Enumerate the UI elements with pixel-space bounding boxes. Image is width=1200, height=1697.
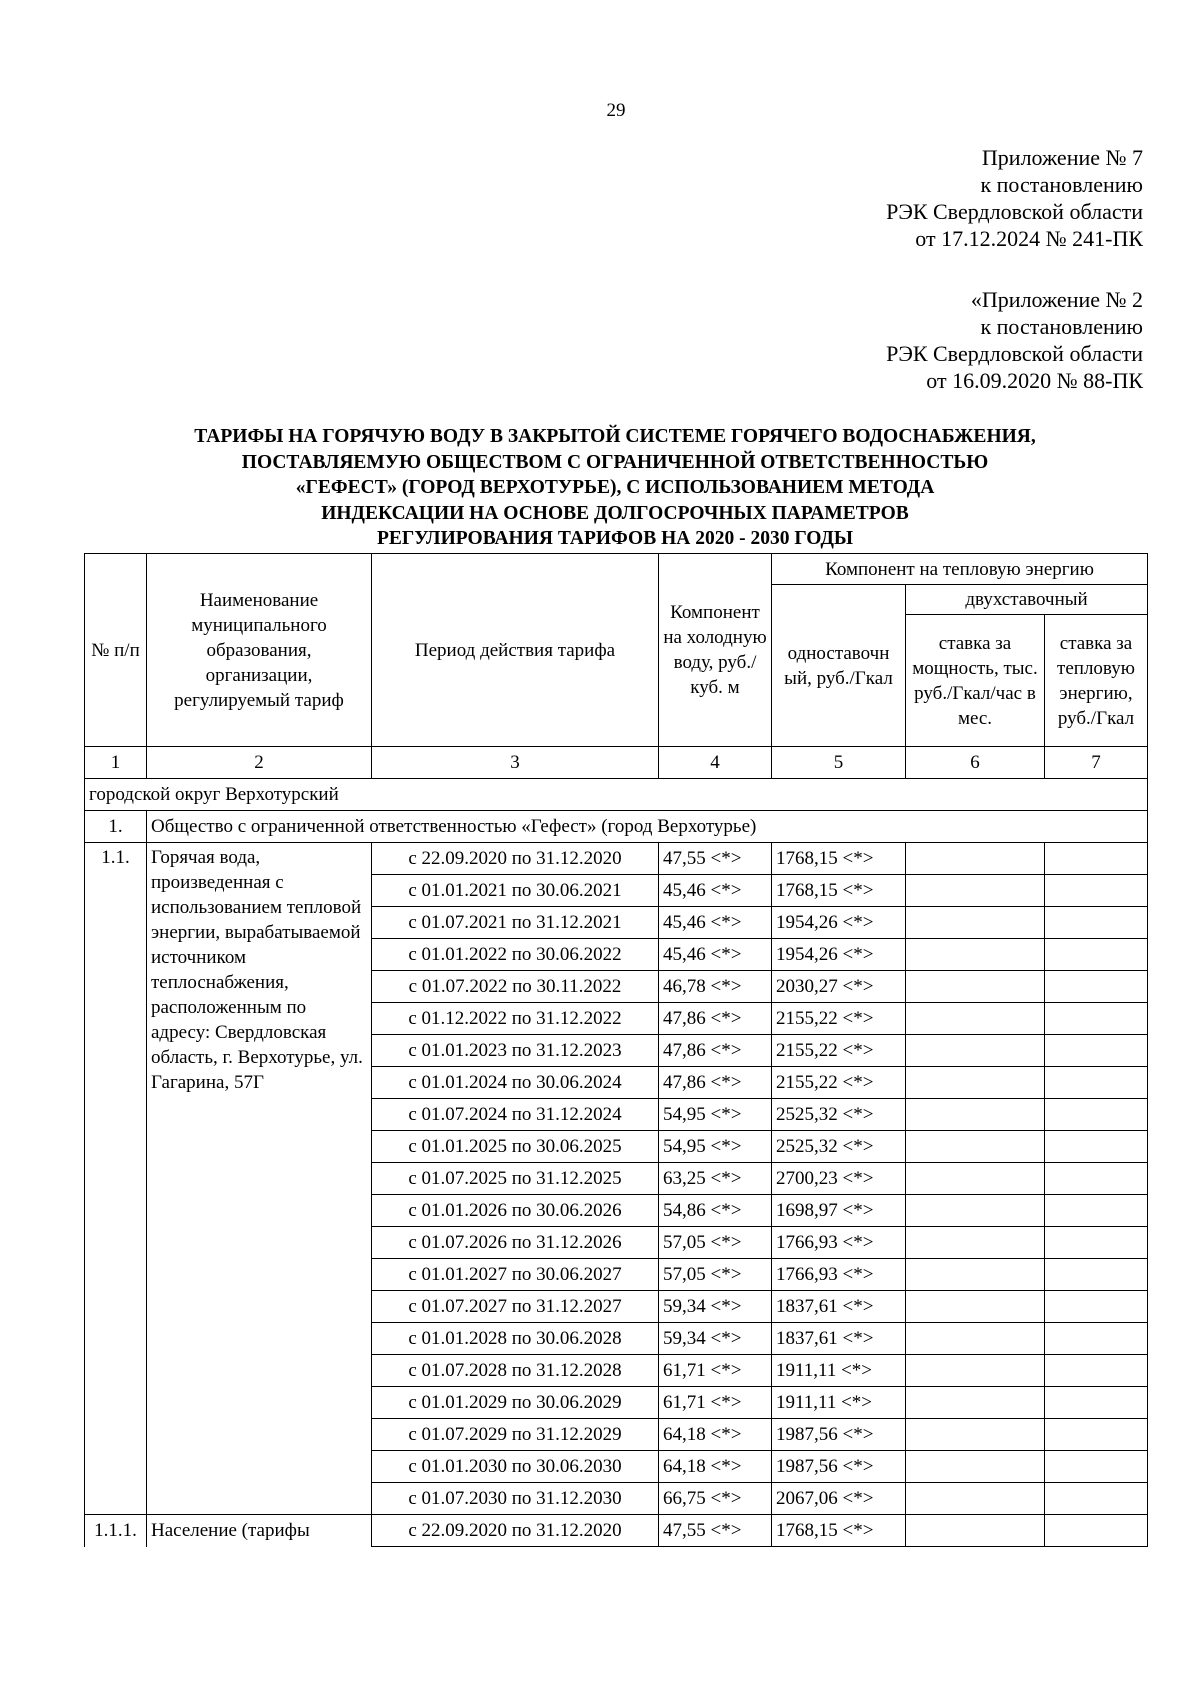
period-cell: с 01.01.2029 по 30.06.2029 [372,1387,659,1419]
item-name: Горячая вода, произведенная с использованием тепловой энергии, вырабатываемой источником теплоснабжения, расположенным по адресу: Свердловская область, г. Верхотурье, ул. Гагарина, 57Г [147,843,372,1515]
title-line: ТАРИФЫ НА ГОРЯЧУЮ ВОДУ В ЗАКРЫТОЙ СИСТЕМЕ ГОРЯЧЕГО ВОДОСНАБЖЕНИЯ, [194,426,1036,447]
single-rate-cell: 1768,15 <*> [772,843,906,875]
capacity-rate-cell [906,1355,1045,1387]
tariff-row [85,843,1148,875]
capacity-rate-cell [906,1163,1045,1195]
cold-water-cell: 47,86 <*> [659,1067,772,1099]
cold-water-cell: 61,71 <*> [659,1387,772,1419]
capacity-rate-cell [906,939,1045,971]
period-cell: с 01.12.2022 по 31.12.2022 [372,1003,659,1035]
column-number: 6 [906,747,1045,779]
header-num: № п/п [85,554,147,747]
period-cell: с 01.01.2027 по 30.06.2027 [372,1259,659,1291]
organization-number: 1. [85,811,147,843]
header-thermal: Компонент на тепловую энергию [772,554,1148,585]
capacity-rate-cell [906,1131,1045,1163]
energy-rate-cell [1045,843,1148,875]
period-cell: с 01.01.2024 по 30.06.2024 [372,1067,659,1099]
cold-water-cell: 47,86 <*> [659,1035,772,1067]
energy-rate-cell [1045,1227,1148,1259]
period-cell: с 01.01.2021 по 30.06.2021 [372,875,659,907]
title-line: «ГЕФЕСТ» (ГОРОД ВЕРХОТУРЬЕ), С ИСПОЛЬЗОВАНИЕМ МЕТОДА [295,477,935,498]
capacity-rate-cell [906,1259,1045,1291]
energy-rate-cell [1045,1131,1148,1163]
single-rate-cell: 1954,26 <*> [772,907,906,939]
annex-line: РЭК Свердловской области [886,341,1143,366]
annex-reference-original [886,286,1143,394]
single-rate-cell: 1911,11 <*> [772,1355,906,1387]
title-line: ИНДЕКСАЦИИ НА ОСНОВЕ ДОЛГОСРОЧНЫХ ПАРАМЕТРОВ [321,502,909,524]
single-rate-cell: 1766,93 <*> [772,1259,906,1291]
capacity-rate-cell [906,971,1045,1003]
header-single-rate: одноставочн ый, руб./Гкал [772,585,906,747]
period-cell: с 01.01.2023 по 31.12.2023 [372,1035,659,1067]
subitem-name: Население (тарифы [147,1515,372,1547]
capacity-rate-cell [906,1387,1045,1419]
capacity-rate-cell [906,1099,1045,1131]
annex-line: к постановлению [980,314,1143,339]
energy-rate-cell [1045,1003,1148,1035]
capacity-rate-cell [906,1451,1045,1483]
single-rate-cell: 2525,32 <*> [772,1131,906,1163]
period-cell: с 22.09.2020 по 31.12.2020 [372,1515,659,1547]
period-cell: с 01.01.2026 по 30.06.2026 [372,1195,659,1227]
period-cell: с 01.07.2024 по 31.12.2024 [372,1099,659,1131]
energy-rate-cell [1045,1035,1148,1067]
period-cell: с 01.07.2027 по 31.12.2027 [372,1291,659,1323]
capacity-rate-cell [906,1227,1045,1259]
cold-water-cell: 63,25 <*> [659,1163,772,1195]
cold-water-cell: 59,34 <*> [659,1291,772,1323]
capacity-rate-cell [906,1195,1045,1227]
column-number: 5 [772,747,906,779]
cold-water-cell: 45,46 <*> [659,907,772,939]
annex-line: к постановлению [980,172,1143,197]
header-period: Период действия тарифа [372,554,659,747]
period-cell: с 01.07.2029 по 31.12.2029 [372,1419,659,1451]
energy-rate-cell [1045,939,1148,971]
period-cell: с 01.01.2030 по 30.06.2030 [372,1451,659,1483]
subitem-number: 1.1.1. [85,1515,147,1547]
capacity-rate-cell [906,1003,1045,1035]
municipality-name: городской округ Верхотурский [85,779,1148,811]
period-cell: с 01.07.2030 по 31.12.2030 [372,1483,659,1515]
period-cell: с 01.01.2028 по 30.06.2028 [372,1323,659,1355]
energy-rate-cell [1045,1355,1148,1387]
single-rate-cell: 2155,22 <*> [772,1035,906,1067]
capacity-rate-cell [906,1067,1045,1099]
header-capacity-rate: ставка за мощность, тыс. руб./Гкал/час в мес. [906,615,1045,747]
energy-rate-cell [1045,1195,1148,1227]
item-number: 1.1. [85,843,147,1515]
energy-rate-cell [1045,1067,1148,1099]
energy-rate-cell [1045,1387,1148,1419]
single-rate-cell: 2700,23 <*> [772,1163,906,1195]
cold-water-cell: 64,18 <*> [659,1419,772,1451]
period-cell: с 01.01.2025 по 30.06.2025 [372,1131,659,1163]
energy-rate-cell [1045,875,1148,907]
column-number: 2 [147,747,372,779]
cold-water-cell: 54,86 <*> [659,1195,772,1227]
cold-water-cell: 57,05 <*> [659,1259,772,1291]
single-rate-cell: 1837,61 <*> [772,1291,906,1323]
capacity-rate-cell [906,907,1045,939]
single-rate-cell: 2030,27 <*> [772,971,906,1003]
period-cell: с 01.01.2022 по 30.06.2022 [372,939,659,971]
capacity-rate-cell [906,875,1045,907]
cold-water-cell: 66,75 <*> [659,1483,772,1515]
energy-rate-cell [1045,1291,1148,1323]
period-cell: с 01.07.2025 по 31.12.2025 [372,1163,659,1195]
period-cell: с 01.07.2022 по 30.11.2022 [372,971,659,1003]
energy-rate-cell [1045,1451,1148,1483]
capacity-rate-cell [906,1483,1045,1515]
single-rate-cell: 1766,93 <*> [772,1227,906,1259]
title-line: ПОСТАВЛЯЕМУЮ ОБЩЕСТВОМ С ОГРАНИЧЕННОЙ ОТВЕТСТВЕННОСТЬЮ [241,451,989,473]
capacity-rate-cell [906,843,1045,875]
single-rate-cell: 1837,61 <*> [772,1323,906,1355]
single-rate-cell: 1698,97 <*> [772,1195,906,1227]
cold-water-cell: 47,86 <*> [659,1003,772,1035]
single-rate-cell: 2525,32 <*> [772,1099,906,1131]
cold-water-cell: 45,46 <*> [659,939,772,971]
capacity-rate-cell [906,1515,1045,1547]
capacity-rate-cell [906,1419,1045,1451]
single-rate-cell: 1987,56 <*> [772,1419,906,1451]
document-title [85,424,1145,552]
header-name: Наименование муниципального образования, организации, регулируемый тариф [147,554,372,747]
column-number: 1 [85,747,147,779]
single-rate-cell: 1954,26 <*> [772,939,906,971]
cold-water-cell: 47,55 <*> [659,1515,772,1547]
organization-name: Общество с ограниченной ответственностью «Гефест» (город Верхотурье) [147,811,1148,843]
cold-water-cell: 59,34 <*> [659,1323,772,1355]
single-rate-cell: 1911,11 <*> [772,1387,906,1419]
cold-water-cell: 61,71 <*> [659,1355,772,1387]
single-rate-cell: 1768,15 <*> [772,875,906,907]
period-cell: с 01.07.2026 по 31.12.2026 [372,1227,659,1259]
column-number: 3 [372,747,659,779]
cold-water-cell: 64,18 <*> [659,1451,772,1483]
cold-water-cell: 54,95 <*> [659,1099,772,1131]
energy-rate-cell [1045,1163,1148,1195]
organization-row [85,811,1148,843]
annex-line: РЭК Свердловской области [886,199,1143,224]
annex-line: Приложение № 7 [981,145,1143,170]
period-cell: с 01.07.2021 по 31.12.2021 [372,907,659,939]
energy-rate-cell [1045,1483,1148,1515]
column-number-row [85,747,1148,779]
cold-water-cell: 47,55 <*> [659,843,772,875]
capacity-rate-cell [906,1035,1045,1067]
annex-line: «Приложение № 2 [970,287,1143,312]
capacity-rate-cell [906,1291,1045,1323]
capacity-rate-cell [906,1323,1045,1355]
cold-water-cell: 57,05 <*> [659,1227,772,1259]
energy-rate-cell [1045,971,1148,1003]
period-cell: с 22.09.2020 по 31.12.2020 [372,843,659,875]
energy-rate-cell [1045,1323,1148,1355]
page-number: 29 [606,100,626,121]
energy-rate-cell [1045,1259,1148,1291]
single-rate-cell: 2067,06 <*> [772,1483,906,1515]
subitem-row [85,1515,1148,1547]
cold-water-cell: 45,46 <*> [659,875,772,907]
title-line: РЕГУЛИРОВАНИЯ ТАРИФОВ НА 2020 - 2030 ГОДЫ [376,528,854,549]
annex-line: от 16.09.2020 № 88-ПК [926,368,1143,393]
cold-water-cell: 46,78 <*> [659,971,772,1003]
column-number: 7 [1045,747,1148,779]
header-two-rate: двухставочный [906,585,1148,615]
header-energy-rate: ставка за тепловую энергию, руб./Гкал [1045,615,1148,747]
column-number: 4 [659,747,772,779]
single-rate-cell: 1987,56 <*> [772,1451,906,1483]
header-cold-water: Компонент на холодную воду, руб./куб. м [659,554,772,747]
energy-rate-cell [1045,1515,1148,1547]
energy-rate-cell [1045,907,1148,939]
annex-reference-current [886,144,1143,252]
energy-rate-cell [1045,1099,1148,1131]
municipality-row [85,779,1148,811]
single-rate-cell: 2155,22 <*> [772,1003,906,1035]
single-rate-cell: 1768,15 <*> [772,1515,906,1547]
energy-rate-cell [1045,1419,1148,1451]
period-cell: с 01.07.2028 по 31.12.2028 [372,1355,659,1387]
single-rate-cell: 2155,22 <*> [772,1067,906,1099]
cold-water-cell: 54,95 <*> [659,1131,772,1163]
tariff-table [84,553,1148,1547]
annex-line: от 17.12.2024 № 241-ПК [915,226,1143,251]
